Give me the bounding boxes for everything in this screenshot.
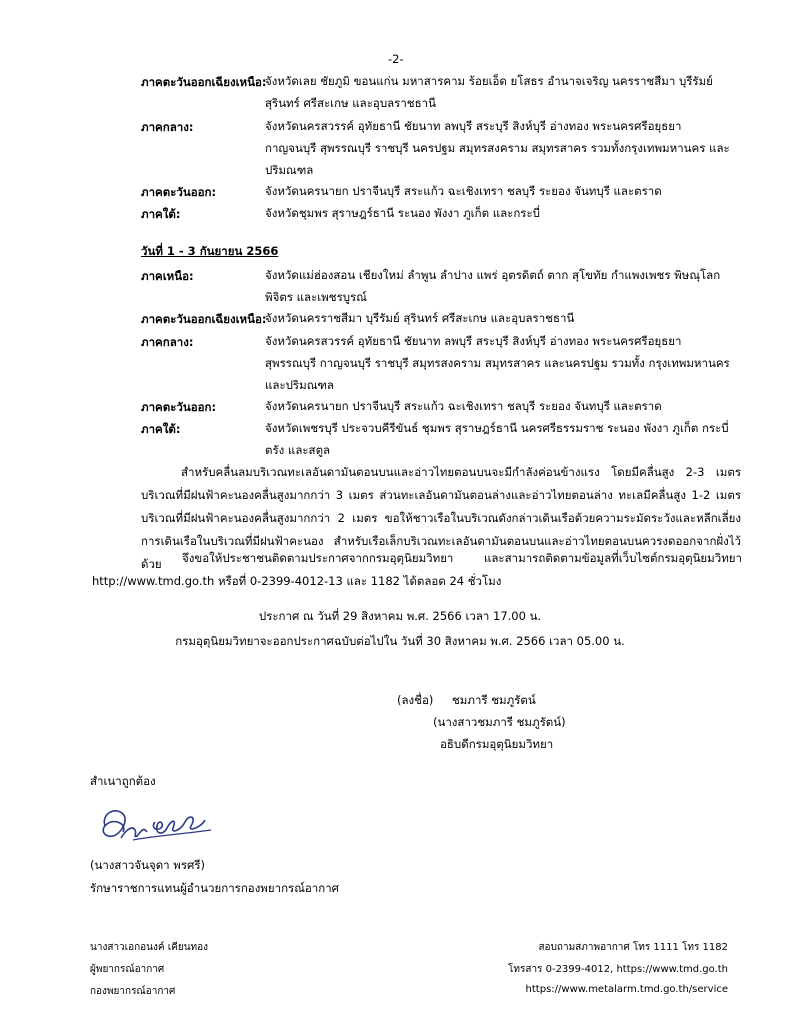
section1-text-south: จังหวัดชุมพร สุราษฎร์ธานี ระนอง พังงา ภูเก็ต และกระบี่ (265, 206, 540, 220)
page-number: -2- (388, 52, 404, 66)
signer-full-name: (นางสาวชมภารี ชมภูรัตน์) (433, 715, 566, 729)
section2-label-south: ภาคใต้: (141, 422, 181, 436)
section1-text-east: จังหวัดนครนายก ปราจีนบุรี สระแก้ว ฉะเชิงเทรา ชลบุรี ระยอง จันทบุรี และตราด (265, 184, 662, 198)
date-heading: วันที่ 1 - 3 กันยายน 2566 (141, 244, 279, 258)
signed-name: ชมภารี ชมภูรัตน์ (452, 693, 536, 707)
footer-left-line-2: ผู้พยากรณ์อากาศ (90, 964, 165, 975)
announce-line: ประกาศ ณ วันที่ 29 สิงหาคม พ.ศ. 2566 เวลา 17.00 น. (258, 609, 542, 623)
wave-paragraph: สำหรับคลื่นลมบริเวณทะเลอันดามันตอนบนและอ่าวไทยตอนบนจะมีกำลังค่อนข้างแรง โดยมีคลื่นสูง 2-3 เมตร บริเวณที่มีฝนฟ้าคะนองคลื่นสูงมากกว่า 3 เมตร ส่วนทะเลอันดามันตอนล่างและอ่าวไทยตอนล่าง ทะเลมีคลื่นสูง 1-2 เมตร บริเวณที่มีฝนฟ้าคะนองคลื่นสูงมากกว่า 2 เมตร ขอให้ชาวเรือในบริเวณดังกล่าวเดินเรือด้วยความระมัดระวังและหลีกเลี่ยงการเดินเรือในบริเวณที่มีฝนฟ้าคะนอง สำหรับเรือเล็กบริเวณทะเลอันดามันตอนบนและอ่าวไทยตอนบนควรงดออกจากฝั่งไว้ด้วย (141, 465, 741, 571)
section2-text-east: จังหวัดนครนายก ปราจีนบุรี สระแก้ว ฉะเชิงเทรา ชลบุรี ระยอง จันทบุรี และตราด (265, 399, 662, 413)
footer-right-line-2: โทรสาร 0-2399-4012, https://www.tmd.go.th (508, 964, 728, 975)
section2-text-south: จังหวัดเพชรบุรี ประจวบคีรีขันธ์ ชุมพร สุราษฎร์ธานี นครศรีธรรมราช ระนอง พังงา ภูเก็ต กระบี่ ตรัง และสตูล (265, 421, 729, 457)
certified-copy-label: สำเนาถูกต้อง (90, 774, 156, 788)
section2-label-north: ภาคเหนือ: (141, 269, 194, 283)
handwritten-signature (93, 800, 218, 858)
footer-left-line-1: นางสาวเอกอนงค์ เคียนทอง (90, 942, 209, 953)
section2-label-central: ภาคกลาง: (141, 335, 194, 349)
section2-label-northeast: ภาคตะวันออกเฉียงเหนือ: (141, 312, 267, 326)
section2-text-central: จังหวัดนครสวรรค์ อุทัยธานี ชัยนาท ลพบุรี สระบุรี สิงห์บุรี อ่างทอง พระนครศรีอยุธยา สุพรรณบุรี กาญจนบุรี ราชบุรี สมุทรสงคราม สมุทรสาคร และนครปฐม รวมทั้ง กรุงเทพมหานครและปริมณฑล (265, 334, 730, 392)
footer-right-line-3[interactable]: https://www.metalarm.tmd.go.th/service (525, 984, 728, 995)
next-announcement-line: กรมอุตุนิยมวิทยาจะออกประกาศฉบับต่อไปใน วันที่ 30 สิงหาคม พ.ศ. 2566 เวลา 05.00 น. (175, 634, 625, 648)
section2-text-north: จังหวัดแม่ฮ่องสอน เชียงใหม่ ลำพูน ลำปาง แพร่ อุตรดิตถ์ ตาก สุโขทัย กำแพงเพชร พิษณุโลก พิจิตร และเพชรบูรณ์ (265, 268, 721, 304)
section2-label-east: ภาคตะวันออก: (141, 400, 217, 414)
section1-label-central: ภาคกลาง: (141, 120, 194, 134)
section1-label-east: ภาคตะวันออก: (141, 185, 217, 199)
signer-title: อธิบดีกรมอุตุนิยมวิทยา (440, 737, 554, 751)
footer-right-line-1: สอบถามสภาพอากาศ โทร 1111 โทร 1182 (538, 942, 728, 953)
copy-signer-name: (นางสาวจันจุดา พรศรี) (90, 858, 205, 872)
section1-text-northeast: จังหวัดเลย ชัยภูมิ ขอนแก่น มหาสารคาม ร้อยเอ็ด ยโสธร อำนาจเจริญ นครราชสีมา บุรีรัมย์ สุรินทร์ ศรีสะเกษ และอุบลราชธานี (265, 74, 713, 110)
copy-signer-title: รักษาราชการแทนผู้อำนวยการกองพยากรณ์อากาศ (90, 881, 339, 895)
section1-label-south: ภาคใต้: (141, 207, 181, 221)
follow-paragraph: จึงขอให้ประชาชนติดตามประกาศจากกรมอุตุนิยมวิทยา และสามารถติดตามข้อมูลที่เว็บไซต์กรมอุตุนิยมวิทยา http://www.tmd.go.th หรือที่ 0-2399-4012-13 และ 1182 ได้ตลอด 24 ชั่วโมง (92, 551, 742, 588)
section2-text-northeast: จังหวัดนครราชสีมา บุรีรัมย์ สุรินทร์ ศรีสะเกษ และอุบลราชธานี (265, 311, 575, 325)
section1-label-northeast: ภาคตะวันออกเฉียงเหนือ: (141, 75, 267, 89)
section1-text-central: จังหวัดนครสวรรค์ อุทัยธานี ชัยนาท ลพบุรี สระบุรี สิงห์บุรี อ่างทอง พระนครศรีอยุธยา กาญจนบุรี สุพรรณบุรี ราชบุรี นครปฐม สมุทรสงคราม สมุทรสาคร รวมทั้งกรุงเทพมหานคร และปริมณฑล (265, 119, 730, 177)
footer-left-line-3: กองพยากรณ์อากาศ (90, 986, 176, 997)
signed-prefix: (ลงชื่อ) (397, 693, 434, 707)
